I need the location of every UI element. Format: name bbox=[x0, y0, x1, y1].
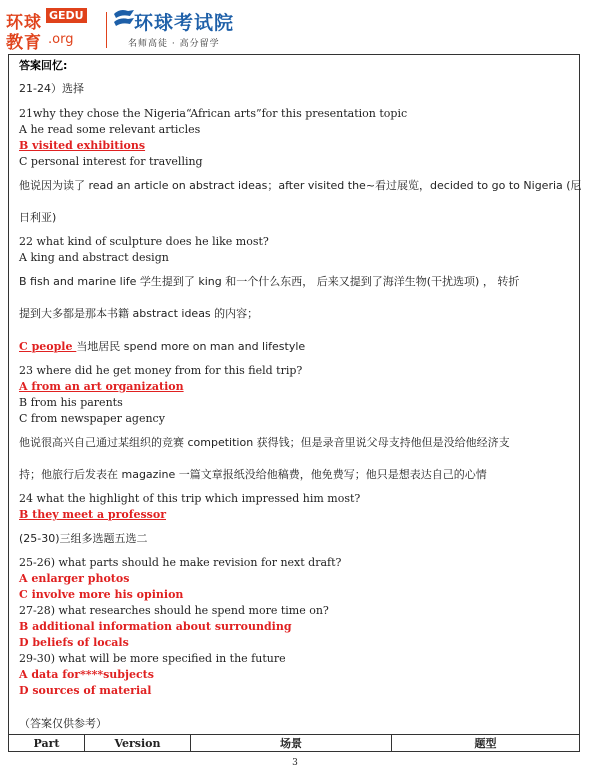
option-23c: C from newspaper agency bbox=[19, 412, 165, 425]
option-23b: B from his parents bbox=[19, 396, 123, 409]
answer-26c: C involve more his opinion bbox=[19, 588, 184, 601]
institute-emblem-icon bbox=[112, 8, 136, 30]
answer-21b: B visited exhibitions bbox=[19, 139, 146, 152]
answer-24b: B they meet a professor bbox=[19, 508, 167, 521]
answer-23a: A from an art organization bbox=[19, 380, 184, 393]
col-question-type: 题型 bbox=[392, 735, 580, 752]
col-part: Part bbox=[9, 735, 85, 752]
question-27-28: 27-28) what researches should he spend more time on? bbox=[19, 604, 329, 617]
option-21c: C personal interest for travelling bbox=[19, 155, 203, 168]
answer-25a: A enlarger photos bbox=[19, 572, 130, 585]
col-version: Version bbox=[85, 735, 191, 752]
answer-30d: D sources of material bbox=[19, 684, 152, 697]
question-25-26: 25-26) what parts should he make revision for next draft? bbox=[19, 556, 342, 569]
answer-frame bbox=[8, 54, 580, 735]
option-21a: A he read some relevant articles bbox=[19, 123, 201, 136]
question-22: 22 what kind of sculpture does he like most? bbox=[19, 235, 269, 248]
col-scene: 场景 bbox=[191, 735, 392, 752]
note-23b: 持；他旅行后发表在 magazine 一篇文章报纸没给他稿费，他免费写；他只是想表达自己的心情 bbox=[19, 468, 487, 481]
note-21b: 日利亚) bbox=[19, 211, 57, 224]
question-29-30: 29-30) what will be more specified in the future bbox=[19, 652, 286, 665]
page-number: 3 bbox=[292, 758, 298, 768]
answer-22c: C people bbox=[19, 340, 77, 353]
gedu-logo bbox=[6, 6, 98, 53]
answer-27b: B additional information about surrounding bbox=[19, 620, 292, 633]
answer-29a: A data for****subjects bbox=[19, 668, 154, 681]
institute-name: 环球考试院 bbox=[134, 12, 235, 34]
note-22a: B fish and marine life 学生提到了 king 和一个什么东西， 后来又提到了海洋生物(干扰选项) ， 转折 bbox=[19, 275, 520, 288]
logo-badge: GEDU bbox=[46, 8, 87, 23]
question-23: 23 where did he get money from for this field trip? bbox=[19, 364, 303, 377]
logo-org: .org bbox=[48, 32, 74, 47]
question-21: 21why they chose the Nigeria“African arts”for this presentation topic bbox=[19, 107, 408, 120]
note-22b: 提到大多都是那本书籍 abstract ideas 的内容； bbox=[19, 307, 259, 320]
table-header bbox=[8, 734, 580, 752]
logo-divider bbox=[106, 12, 107, 48]
question-24: 24 what the highlight of this trip which impressed him most? bbox=[19, 492, 361, 505]
section-multi: (25-30)三组多选题五选二 bbox=[19, 532, 148, 545]
page-header bbox=[0, 0, 590, 56]
logo-text-top: 环球 bbox=[6, 13, 42, 33]
institute-slogan: 名师高徒 · 高分留学 bbox=[128, 39, 220, 49]
answer-28d: D beliefs of locals bbox=[19, 636, 129, 649]
exam-institute-logo bbox=[112, 8, 242, 48]
heading: 答案回忆: bbox=[19, 59, 68, 72]
note-21a: 他说因为读了 read an article on abstract ideas；after visited the~看过展览，decided to go to Nigeria (尼 bbox=[19, 179, 582, 192]
note-22c: 当地居民 spend more on man and lifestyle bbox=[76, 340, 306, 353]
logo-text-bottom: 教育 bbox=[6, 33, 42, 53]
note-23a: 他说很高兴自己通过某组织的竞赛 competition 获得钱；但是录音里说父母支持他但是没给他经济支 bbox=[19, 436, 510, 449]
option-22a: A king and abstract design bbox=[19, 251, 169, 264]
answer-22c-line bbox=[19, 340, 305, 354]
reference-note: （答案仅供参考） bbox=[19, 717, 107, 730]
section-choice: 21-24）选择 bbox=[19, 82, 84, 95]
